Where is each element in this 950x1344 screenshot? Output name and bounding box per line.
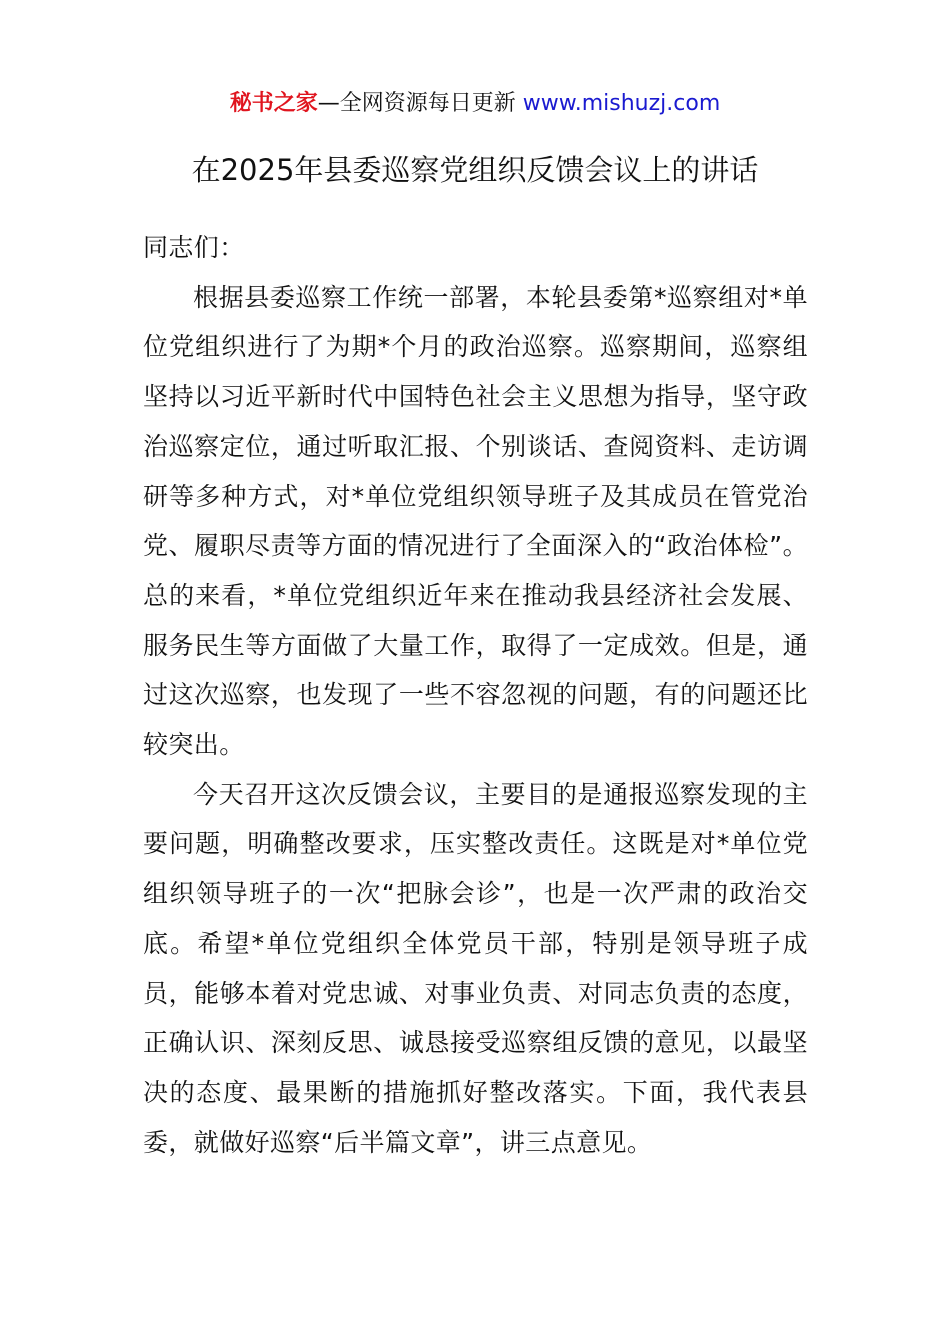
document-body	[143, 223, 808, 1167]
site-url-link[interactable]: www.mishuzj.com	[522, 91, 721, 116]
body-paragraph: 根据县委巡察工作统一部署，本轮县委第*巡察组对*单位党组织进行了为期*个月的政治巡察。巡察期间，巡察组坚持以习近平新时代中国特色社会主义思想为指导，坚守政治巡察定位，通过听取汇报、个别谈话、查阅资料、走访调研等多种方式，对*单位党组织领导班子及其成员在管党治党、履职尽责等方面的情况进行了全面深入的“政治体检”。总的来看，*单位党组织近年来在推动我县经济社会发展、服务民生等方面做了大量工作，取得了一定成效。但是，通过这次巡察，也发现了一些不容忽视的问题，有的问题还比较突出。	[143, 282, 808, 760]
body-paragraph: 今天召开这次反馈会议，主要目的是通报巡察发现的主要问题，明确整改要求，压实整改责任。这既是对*单位党组织领导班子的一次“把脉会诊”，也是一次严肃的政治交底。希望*单位党组织全体党员干部，特别是领导班子成员，能够本着对党忠诚、对事业负责、对同志负责的态度，正确认识、深刻反思、诚恳接受巡察组反馈的意见，以最坚决的态度、最果断的措施抓好整改落实。下面，我代表县委，就做好巡察“后半篇文章”，讲三点意见。	[143, 779, 808, 1157]
brand-name: 秘书之家	[229, 91, 318, 116]
salutation: 同志们：	[143, 233, 245, 262]
site-header	[0, 88, 950, 120]
header-tagline: —全网资源每日更新	[317, 91, 516, 116]
document-title: 在2025年县委巡察党组织反馈会议上的讲话	[191, 153, 759, 187]
